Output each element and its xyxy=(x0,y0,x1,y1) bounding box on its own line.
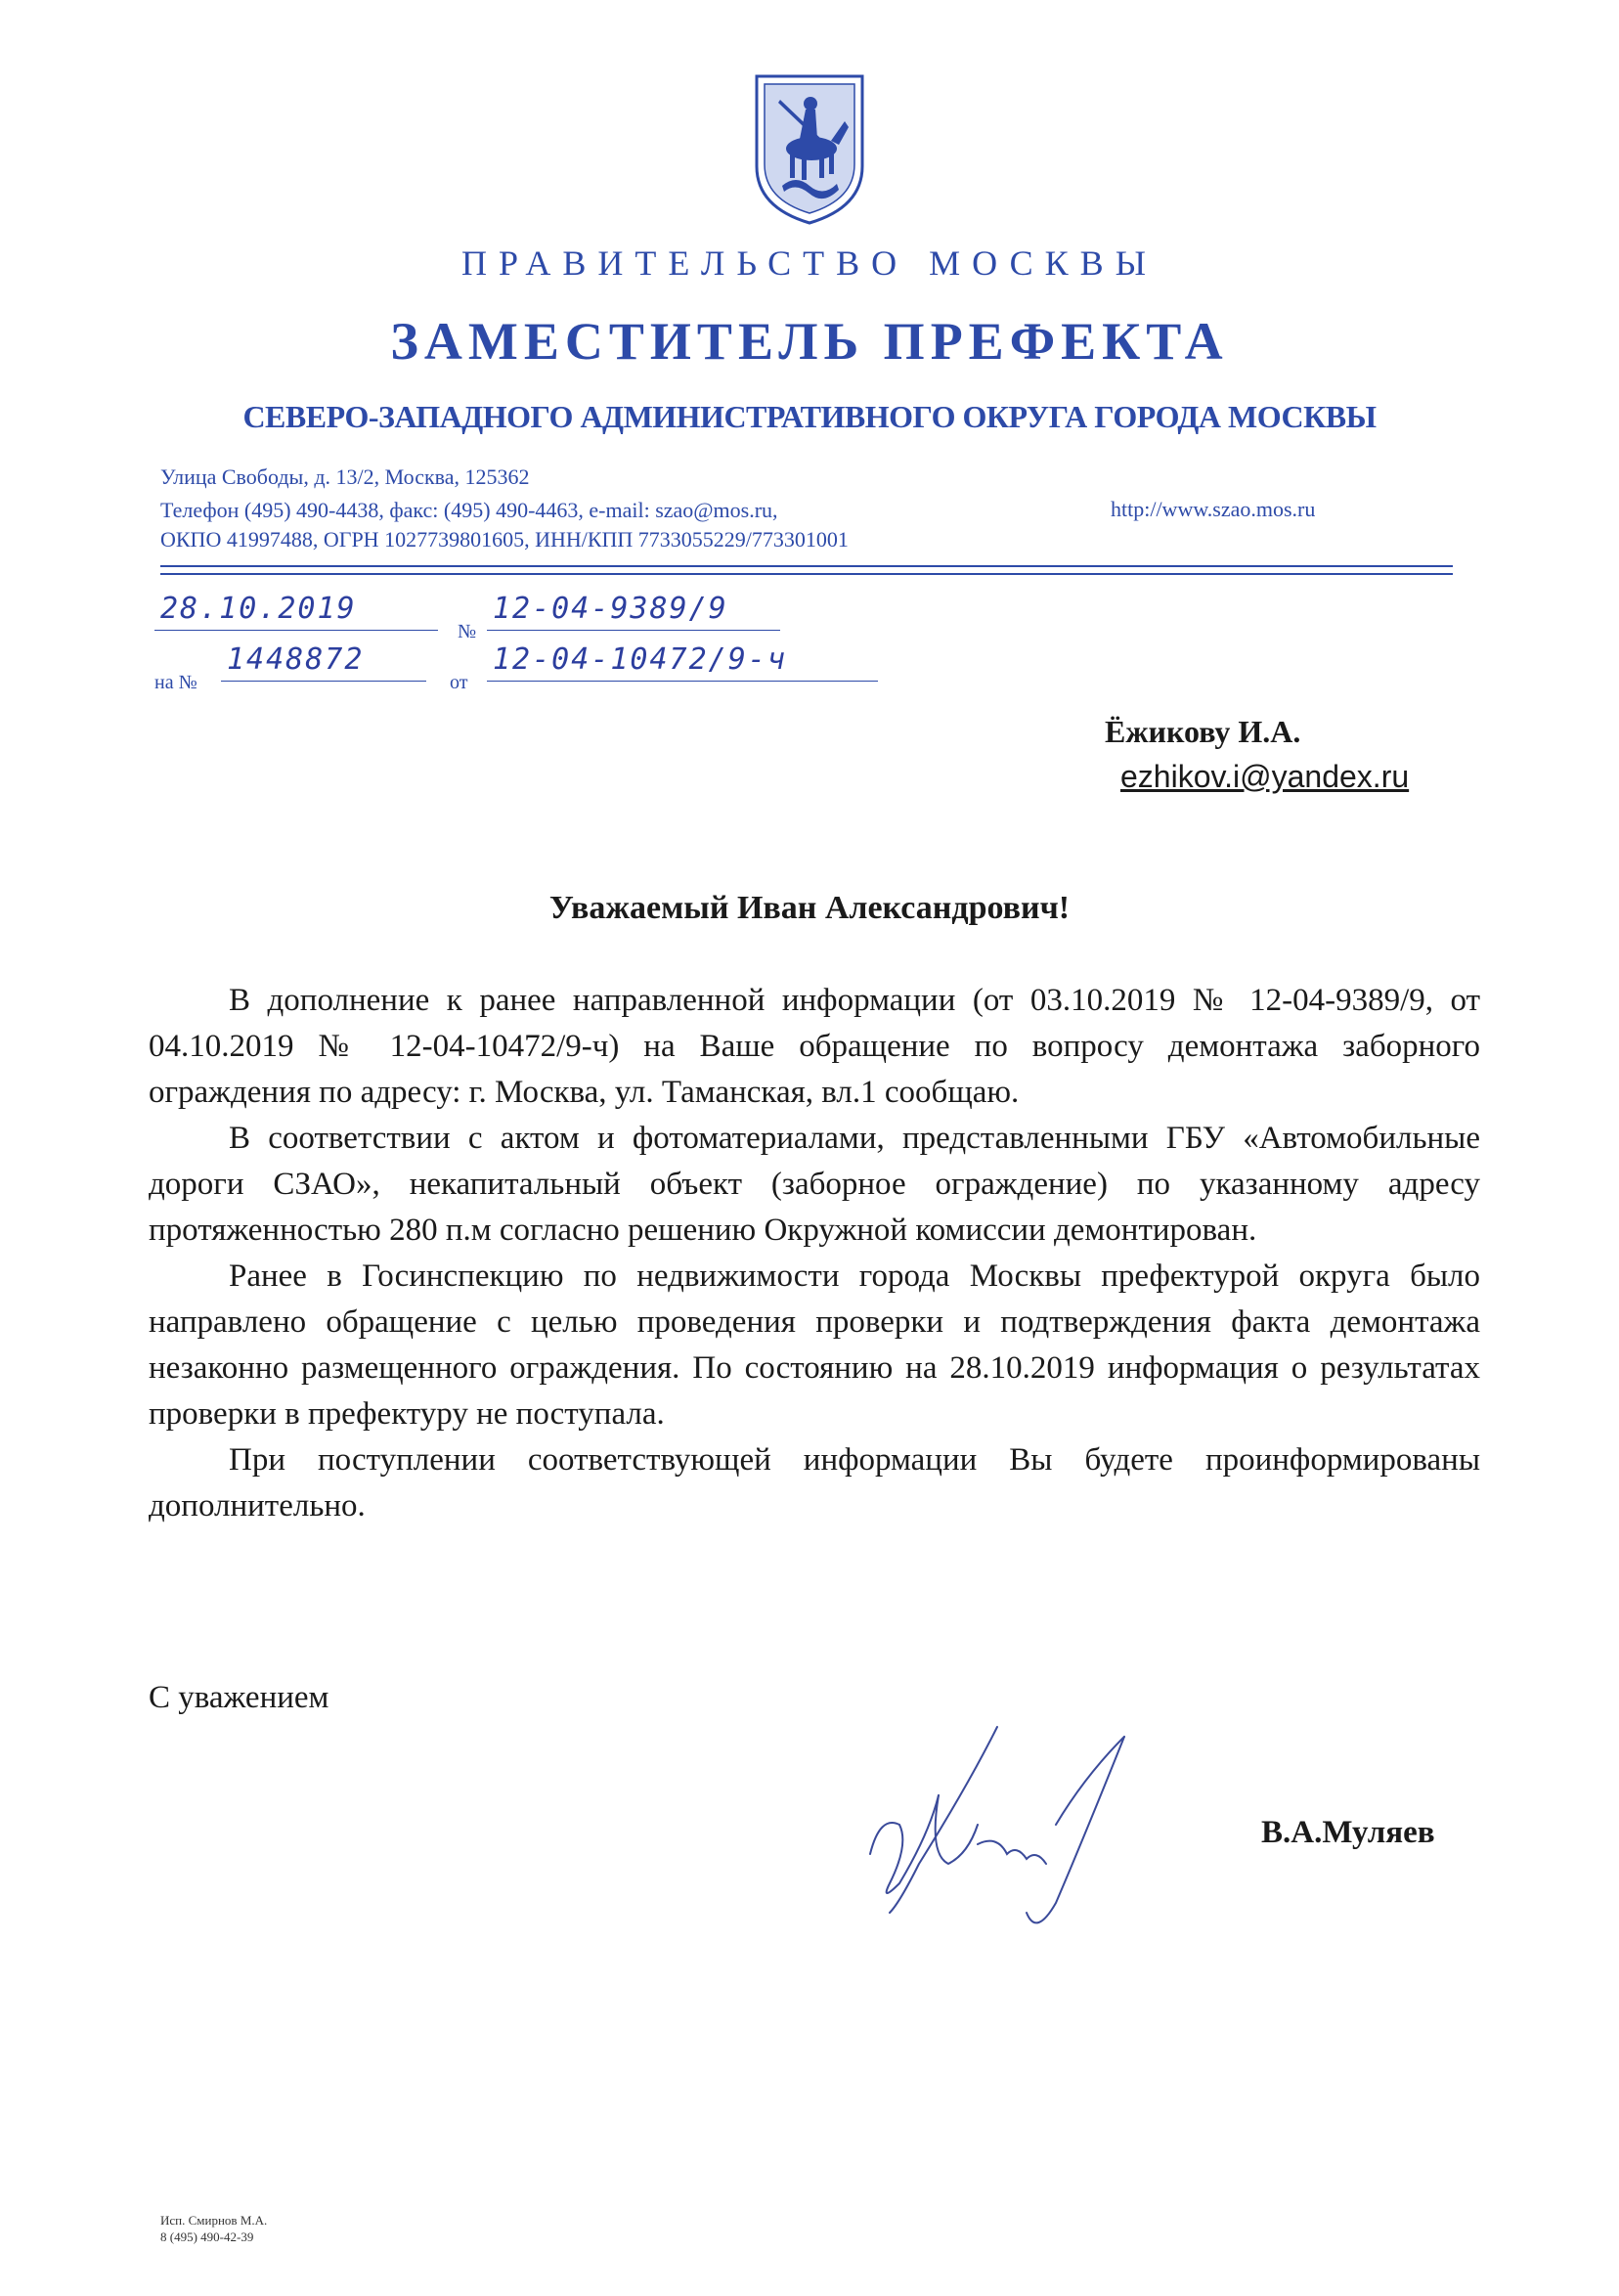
reference-prefix-label: на № xyxy=(154,672,197,693)
from-label: от xyxy=(450,672,468,693)
contact-phone: Телефон (495) 490-4438, факс: (495) 490-4463, e-mail: szao@mos.ru, xyxy=(160,498,778,522)
signer-name: В.А.Муляев xyxy=(1261,1815,1435,1850)
executor-phone: 8 (495) 490-42-39 xyxy=(160,2230,254,2244)
reference-line xyxy=(149,642,892,694)
registration-date: 28.10.2019 xyxy=(160,592,357,626)
contact-codes: ОКПО 41997488, ОГРН 1027739801605, ИНН/КПП 7733055229/773301001 xyxy=(160,527,849,552)
government-title: ПРАВИТЕЛЬСТВО МОСКВЫ xyxy=(460,243,1158,283)
reference-number: 1448872 xyxy=(227,642,365,677)
handwritten-signature xyxy=(860,1717,1212,1942)
closing-phrase: С уважением xyxy=(149,1680,329,1715)
district-title: СЕВЕРО-ЗАПАДНОГО АДМИНИСТРАТИВНОГО ОКРУГА ГОРОДА МОСКВЫ xyxy=(242,399,1377,434)
letterhead-divider xyxy=(160,573,1453,575)
contact-website: http://www.szao.mos.ru xyxy=(1111,497,1316,521)
number-label: № xyxy=(458,621,477,642)
addressee-name: Ёжикову И.А. xyxy=(1105,714,1301,749)
reference-outgoing-number: 12-04-10472/9-ч xyxy=(493,642,787,677)
body-paragraph: В дополнение к ранее направленной информации (от 03.10.2019 № 12-04-9389/9, от 04.10.2019 № 12-04-10472/9-ч) на Ваше обращение по вопросу демонтажа заборного ограждения по адресу: г. Москва, ул. Таманская, вл.1 сообщаю. xyxy=(149,983,1480,1110)
body-paragraph: Ранее в Госинспекцию по недвижимости города Москвы префектурой округа было направлено обращение с целью проведения проверки и подтверждения факта демонтажа незаконно размещенного ограждения. По состоянию на 28.10.2019 информация о результатах проверки в префектуру не поступала. xyxy=(149,1258,1480,1432)
body-paragraph: При поступлении соответствующей информации Вы будете проинформированы дополнительно. xyxy=(149,1442,1480,1523)
reference-outgoing-field xyxy=(487,642,878,682)
registration-line xyxy=(149,592,833,643)
contact-address: Улица Свободы, д. 13/2, Москва, 125362 xyxy=(160,464,530,489)
reference-number-field xyxy=(221,642,426,682)
registration-number: 12-04-9389/9 xyxy=(493,592,728,626)
registration-date-field xyxy=(154,592,438,631)
deputy-prefect-title: ЗАМЕСТИТЕЛЬ ПРЕФЕКТА xyxy=(390,312,1229,371)
addressee-email-link[interactable]: ezhikov.i@yandex.ru xyxy=(1120,759,1410,794)
executor-info xyxy=(160,2212,267,2245)
registration-number-field xyxy=(487,592,780,631)
letterhead-divider xyxy=(160,565,1453,567)
moscow-coat-of-arms-icon xyxy=(751,70,868,227)
body-paragraph: В соответствии с актом и фотоматериалами, представленными ГБУ «Автомобильные дороги СЗАО», некапитальный объект (заборное ограждение) по указанному адресу протяженностью 280 п.м согласно решению Окружной комиссии демонтирован. xyxy=(149,1121,1480,1248)
executor-name: Исп. Смирнов М.А. xyxy=(160,2213,268,2228)
letter-body xyxy=(149,978,1480,1529)
salutation: Уважаемый Иван Александрович! xyxy=(548,890,1071,926)
